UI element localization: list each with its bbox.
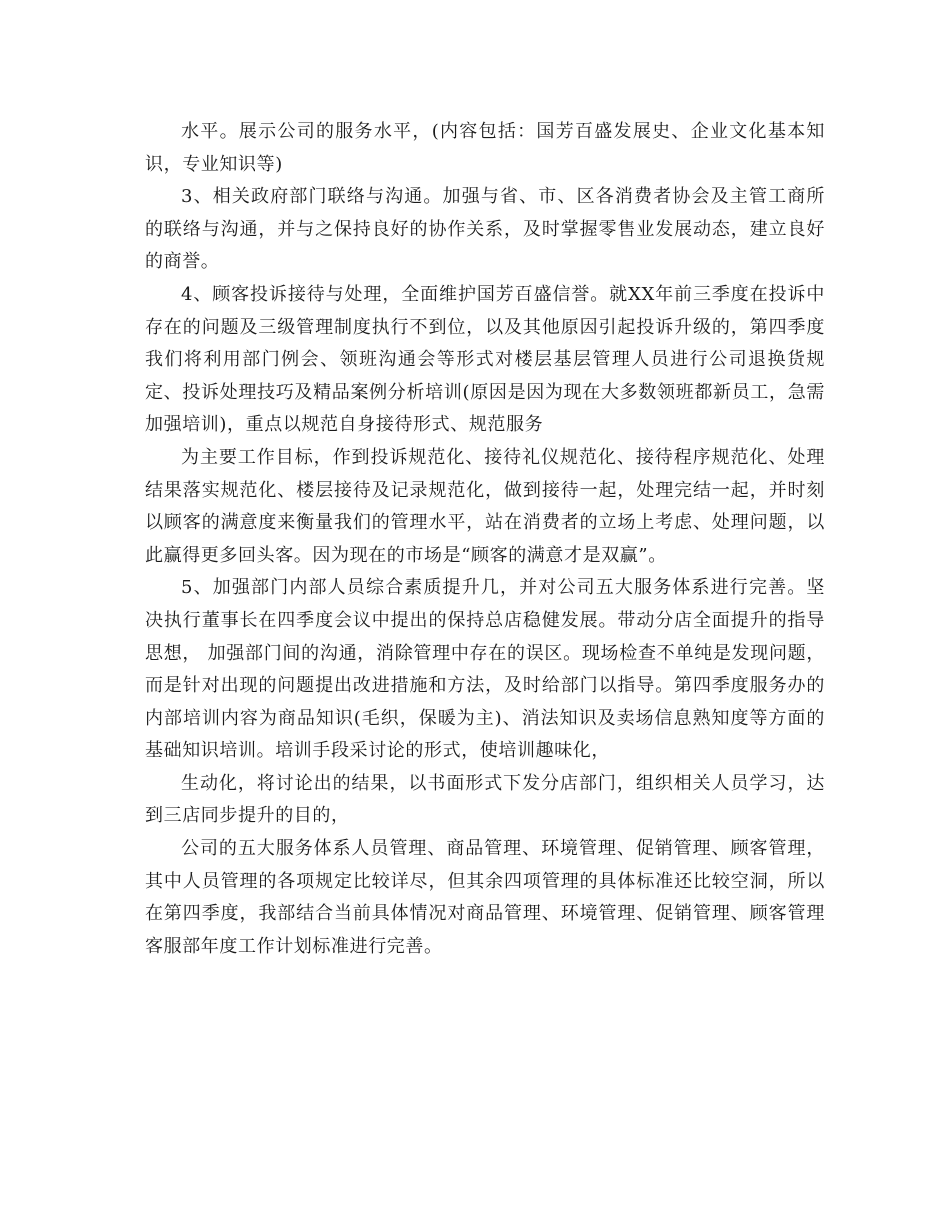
paragraph-complaint-handling: 4、顾客投诉接待与处理，全面维护国芳百盛信誉。就XX年前三季度在投诉中存在的问题及三级管理制度执行不到位，以及其他原因引起投诉升级的，第四季度我们将利用部门例会、领班沟通会等形式对楼层基层管理人员进行公司退换货规定、投诉处理技巧及精品案例分析培训(原因是因为现在大多数领班都新员工，急需加强培训)，重点以规范自身接待形式、规范服务 [145, 283, 825, 436]
paragraph-service-level: 水平。展示公司的服务水平，(内容包括：国芳百盛发展史、企业文化基本知识，专业知识等) [145, 121, 825, 175]
document-body [145, 116, 825, 963]
paragraph-staff-quality: 5、加强部门内部人员综合素质提升几，并对公司五大服务体系进行完善。坚决执行董事长在四季度会议中提出的保持总店稳健发展。带动分店全面提升的指导思想， 加强部门间的沟通，消除管理中存在的误区。现场检查不单纯是发现问题，而是针对出现的问题提出改进措施和方法，及时给部门以指导。第四季度服务办的内部培训内容为商品知识(毛织，保暖为主)、消法知识及卖场信息熟知度等方面的基础知识培训。培训手段采讨论的形式，使培训趣味化， [145, 577, 825, 762]
paragraph-training-results: 生动化，将讨论出的结果，以书面形式下发分店部门，组织相关人员学习，达到三店同步提升的目的， [145, 772, 825, 827]
paragraph-work-goals: 为主要工作目标，作到投诉规范化、接待礼仪规范化、接待程序规范化、处理结果落实规范化、楼层接待及记录规范化，做到接待一起，处理完结一起，并时刻以顾客的满意度来衡量我们的管理水平，站在消费者的立场上考虑、处理问题，以此赢得更多回头客。因为现在的市场是“顾客的满意才是双赢”。 [145, 446, 825, 566]
paragraph-service-systems: 公司的五大服务体系人员管理、商品管理、环境管理、促销管理、顾客管理，其中人员管理的各项规定比较详尽，但其余四项管理的具体标准还比较空洞，所以在第四季度，我部结合当前具体情况对商品管理、环境管理、促销管理、顾客管理客服部年度工作计划标准进行完善。 [145, 838, 825, 957]
paragraph-government-liaison: 3、相关政府部门联络与沟通。加强与省、市、区各消费者协会及主管工商所的联络与沟通，并与之保持良好的协作关系，及时掌握零售业发展动态，建立良好的商誉。 [145, 186, 825, 273]
